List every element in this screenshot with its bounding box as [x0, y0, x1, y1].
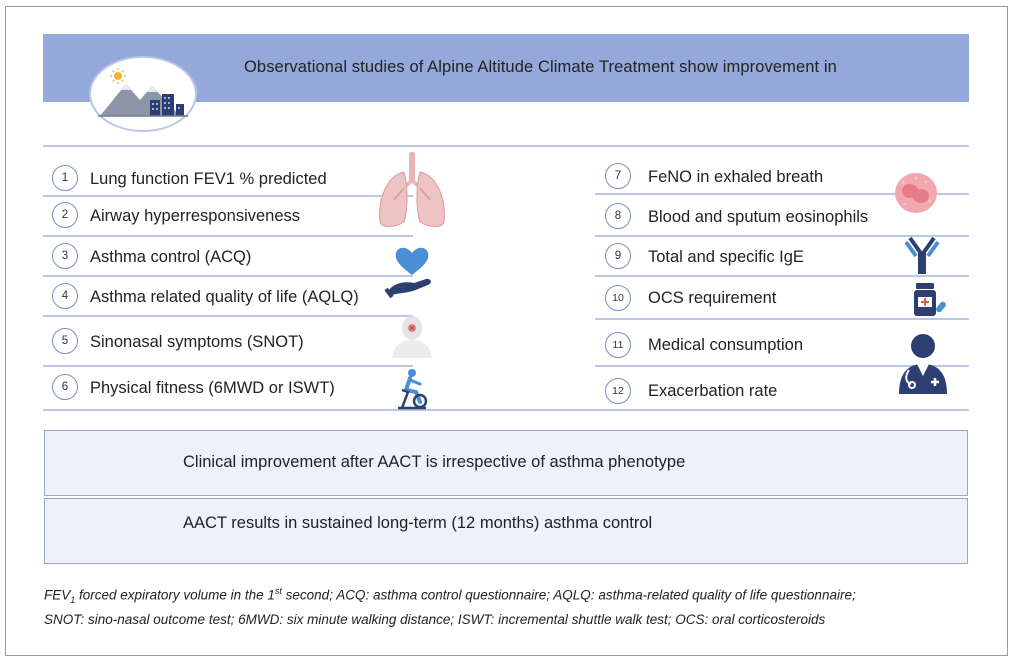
footnote-fev: FEV: [44, 587, 71, 603]
head-nasal-icon: [386, 312, 438, 358]
item-number: 11: [605, 332, 631, 358]
item-number: 6: [52, 374, 78, 400]
item-label: Sinonasal symptoms (SNOT): [90, 333, 304, 351]
item-label: Medical consumption: [648, 336, 803, 354]
alpine-scene-icon: [88, 56, 198, 136]
item-number: 2: [52, 202, 78, 228]
footnote-line-2: SNOT: sino-nasal outcome test; 6MWD: six minute walking distance; ISWT: incremental shuttle walk test; OCS: oral corticosteroids: [44, 612, 826, 627]
row-divider: [43, 315, 413, 317]
item-label: Airway hyperresponsiveness: [90, 207, 301, 225]
heart-in-hand-icon: [384, 243, 440, 299]
footnote-text-a: forced expiratory volume in the 1: [75, 587, 275, 603]
conclusion-text: Clinical improvement after AACT is irrespective of asthma phenotype: [183, 453, 686, 471]
row-divider: [43, 235, 413, 237]
row-divider: [43, 409, 969, 411]
item-label: OCS requirement: [648, 289, 777, 307]
row-divider: [43, 365, 413, 367]
item-number: 1: [52, 165, 78, 191]
item-number: 4: [52, 283, 78, 309]
item-label: Total and specific IgE: [648, 248, 804, 266]
item-label: Lung function FEV1 % predicted: [90, 170, 327, 188]
item-number: 7: [605, 163, 631, 189]
row-divider: [43, 145, 969, 147]
row-divider: [43, 275, 413, 277]
item-number: 8: [605, 203, 631, 229]
item-number: 3: [52, 243, 78, 269]
item-number: 12: [605, 378, 631, 404]
footnote-line-1: [44, 586, 856, 605]
item-label: Asthma related quality of life (AQLQ): [90, 288, 359, 306]
item-label: Physical fitness (6MWD or ISWT): [90, 379, 335, 397]
medication-bottle-icon: [912, 281, 950, 317]
doctor-icon: [895, 332, 951, 394]
footnote-sup: st: [274, 586, 282, 596]
eosinophil-cell-icon: [893, 171, 939, 215]
item-label: Exacerbation rate: [648, 382, 778, 400]
row-divider: [595, 318, 969, 320]
header-title: Observational studies of Alpine Altitude Climate Treatment show improvement in: [244, 58, 837, 76]
item-label: Blood and sputum eosinophils: [648, 208, 869, 226]
footnote-text-b: second; ACQ: asthma control questionnaire; AQLQ: asthma-related quality of life questionnaire;: [281, 587, 856, 603]
exercise-bike-icon: [392, 368, 432, 410]
lungs-icon: [374, 150, 450, 230]
item-number: 5: [52, 328, 78, 354]
item-number: 10: [605, 285, 631, 311]
conclusion-text: AACT results in sustained long-term (12 months) asthma control: [183, 514, 653, 532]
footnote-fev-sub: 1: [70, 595, 76, 606]
antibody-icon: [904, 236, 940, 276]
item-label: Asthma control (ACQ): [90, 248, 252, 266]
item-label: FeNO in exhaled breath: [648, 168, 824, 186]
item-number: 9: [605, 243, 631, 269]
row-divider: [43, 195, 413, 197]
